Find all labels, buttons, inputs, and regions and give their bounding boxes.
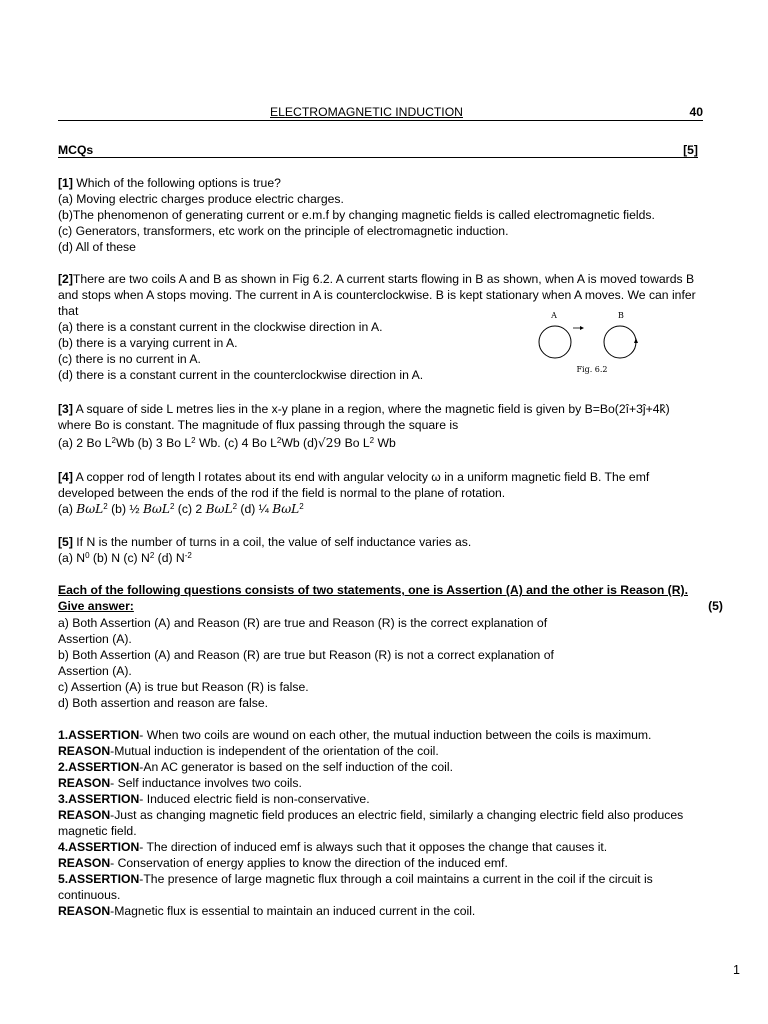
- q3-stem-line2: where Bo is constant. The magnitude of flux passing through the square is: [58, 418, 459, 432]
- sqrt-29: √29: [317, 436, 342, 450]
- q4-number: [4]: [58, 470, 73, 484]
- ar-option-a-line1: a) Both Assertion (A) and Reason (R) are true and Reason (R) is the correct explanation of: [58, 616, 548, 630]
- assertion-reason-list: [58, 727, 726, 919]
- q5-number: [5]: [58, 535, 73, 549]
- reason-3-cont: magnetic field.: [58, 824, 137, 838]
- q4-options: (a) BωL$^2$ (b) ½ BωL$^2$ (c) 2 BωL$^2$ (d) ¼ BωL$^2$: [58, 502, 304, 516]
- q2-option-d: (d) there is a constant current in the counterclockwise direction in A.: [58, 368, 424, 382]
- ar-option-a-line2: Assertion (A).: [58, 632, 132, 646]
- motion-arrowhead: [580, 326, 584, 330]
- q1-stem: Which of the following options is true?: [72, 176, 281, 190]
- assertion-2: 2.ASSERTION-An AC generator is based on the self induction of the coil.: [58, 760, 453, 774]
- assertion-5: 5.ASSERTION-The presence of large magnetic flux through a coil maintains a current in the coil if the circuit is: [58, 872, 653, 886]
- q4-stem-line2: developed between the ends of the rod if the field is normal to the plane of rotation.: [58, 486, 506, 500]
- reason-2: REASON- Self inductance involves two coils.: [58, 776, 302, 790]
- assertion-reason-heading: [58, 582, 723, 614]
- q3-stem-line1: A square of side L metres lies in the x-y plane in a region, where the magnetic field is given by B=Bo(2î+3ĵ+4k̂): [72, 402, 670, 416]
- ar-option-c: c) Assertion (A) is true but Reason (R) is false.: [58, 680, 309, 694]
- q2-stem-line2: and stops when A stops moving. The current in A is counterclockwise. B is kept stationary when A moves. We can infer: [58, 288, 696, 302]
- page-number: 1: [733, 963, 740, 977]
- coil-b-current-arrow: [634, 338, 638, 343]
- q5-stem: If N is the number of turns in a coil, the value of self inductance varies as.: [72, 535, 472, 549]
- question-4: [58, 469, 726, 517]
- ar-option-b-line1: b) Both Assertion (A) and Reason (R) are true but Reason (R) is not a correct explanation of: [58, 648, 554, 662]
- coil-b-label: B: [618, 311, 624, 320]
- reason-1: REASON-Mutual induction is independent of the orientation of the coil.: [58, 744, 439, 758]
- figure-caption: Fig. 6.2: [576, 365, 608, 374]
- q1-option-b: (b)The phenomenon of generating current or e.m.f by changing magnetic fields is called electromagnetic fields.: [58, 208, 655, 222]
- assertion-4: 4.ASSERTION- The direction of induced emf is always such that it opposes the change that causes it.: [58, 840, 608, 854]
- q3-number: [3]: [58, 402, 73, 416]
- question-5: [58, 534, 726, 566]
- mcq-section-heading: [58, 142, 698, 158]
- q1-number: [1]: [58, 176, 73, 190]
- coil-b-circle: [604, 326, 636, 358]
- assertion-3: 3.ASSERTION- Induced electric field is non-conservative.: [58, 792, 370, 806]
- ar-option-d: d) Both assertion and reason are false.: [58, 696, 269, 710]
- question-3: [58, 401, 726, 451]
- q3-options: (a) 2 Bo $L^2Wb$ (b) 3 Bo $L^2$ Wb. (c) 4 Bo $L^2Wb$ (d)√29 Bo $L^2$ Wb: [58, 436, 396, 450]
- q2-stem-line3: that: [58, 304, 79, 318]
- q1-option-c: (c) Generators, transformers, etc work on the principle of electromagnetic induction.: [58, 224, 509, 238]
- mcq-marks: [5]: [683, 143, 698, 157]
- header-page-ref: 40: [689, 105, 703, 119]
- q5-options: (a) $N^0$ (b) N (c) $N^2$ (d) $N^{-2}$: [58, 551, 192, 565]
- coil-a-label: A: [551, 311, 557, 320]
- assertion-5-cont: continuous.: [58, 888, 121, 902]
- coil-a-circle: [539, 326, 571, 358]
- q4-stem-line1: A copper rod of length l rotates about its end with angular velocity ω in a uniform magnetic field B. The emf: [72, 470, 650, 484]
- reason-3: REASON-Just as changing magnetic field produces an electric field, similarly a changing electric field also produces: [58, 808, 684, 822]
- chapter-title: ELECTROMAGNETIC INDUCTION: [270, 105, 463, 119]
- assertion-1: 1.ASSERTION- When two coils are wound on each other, the mutual induction between the coils is maximum.: [58, 728, 652, 742]
- ar-heading-line2: Give answer:: [58, 599, 134, 613]
- reason-5: REASON-Magnetic flux is essential to maintain an induced current in the coil.: [58, 904, 476, 918]
- q2-number: [2]: [58, 272, 73, 286]
- page-header: [58, 104, 703, 121]
- question-1: [58, 175, 726, 255]
- q2-option-b: (b) there is a varying current in A.: [58, 336, 238, 350]
- q2-stem-line1: There are two coils A and B as shown in Fig 6.2. A current starts flowing in B as shown, when A is moved towards B: [72, 272, 695, 286]
- reason-4: REASON- Conservation of energy applies to know the direction of the induced emf.: [58, 856, 508, 870]
- ar-heading-line1: Each of the following questions consists of two statements, one is Assertion (A) and the other is Reason (R).: [58, 583, 688, 597]
- mcq-title: MCQs: [58, 143, 94, 157]
- answer-key-options: [58, 615, 726, 711]
- q1-option-a: (a) Moving electric charges produce electric charges.: [58, 192, 344, 206]
- coil-figure: [530, 310, 660, 378]
- q2-option-c: (c) there is no current in A.: [58, 352, 201, 366]
- ar-option-b-line2: Assertion (A).: [58, 664, 132, 678]
- q2-option-a: (a) there is a constant current in the clockwise direction in A.: [58, 320, 383, 334]
- ar-marks: (5): [708, 599, 723, 613]
- q1-option-d: (d) All of these: [58, 240, 136, 254]
